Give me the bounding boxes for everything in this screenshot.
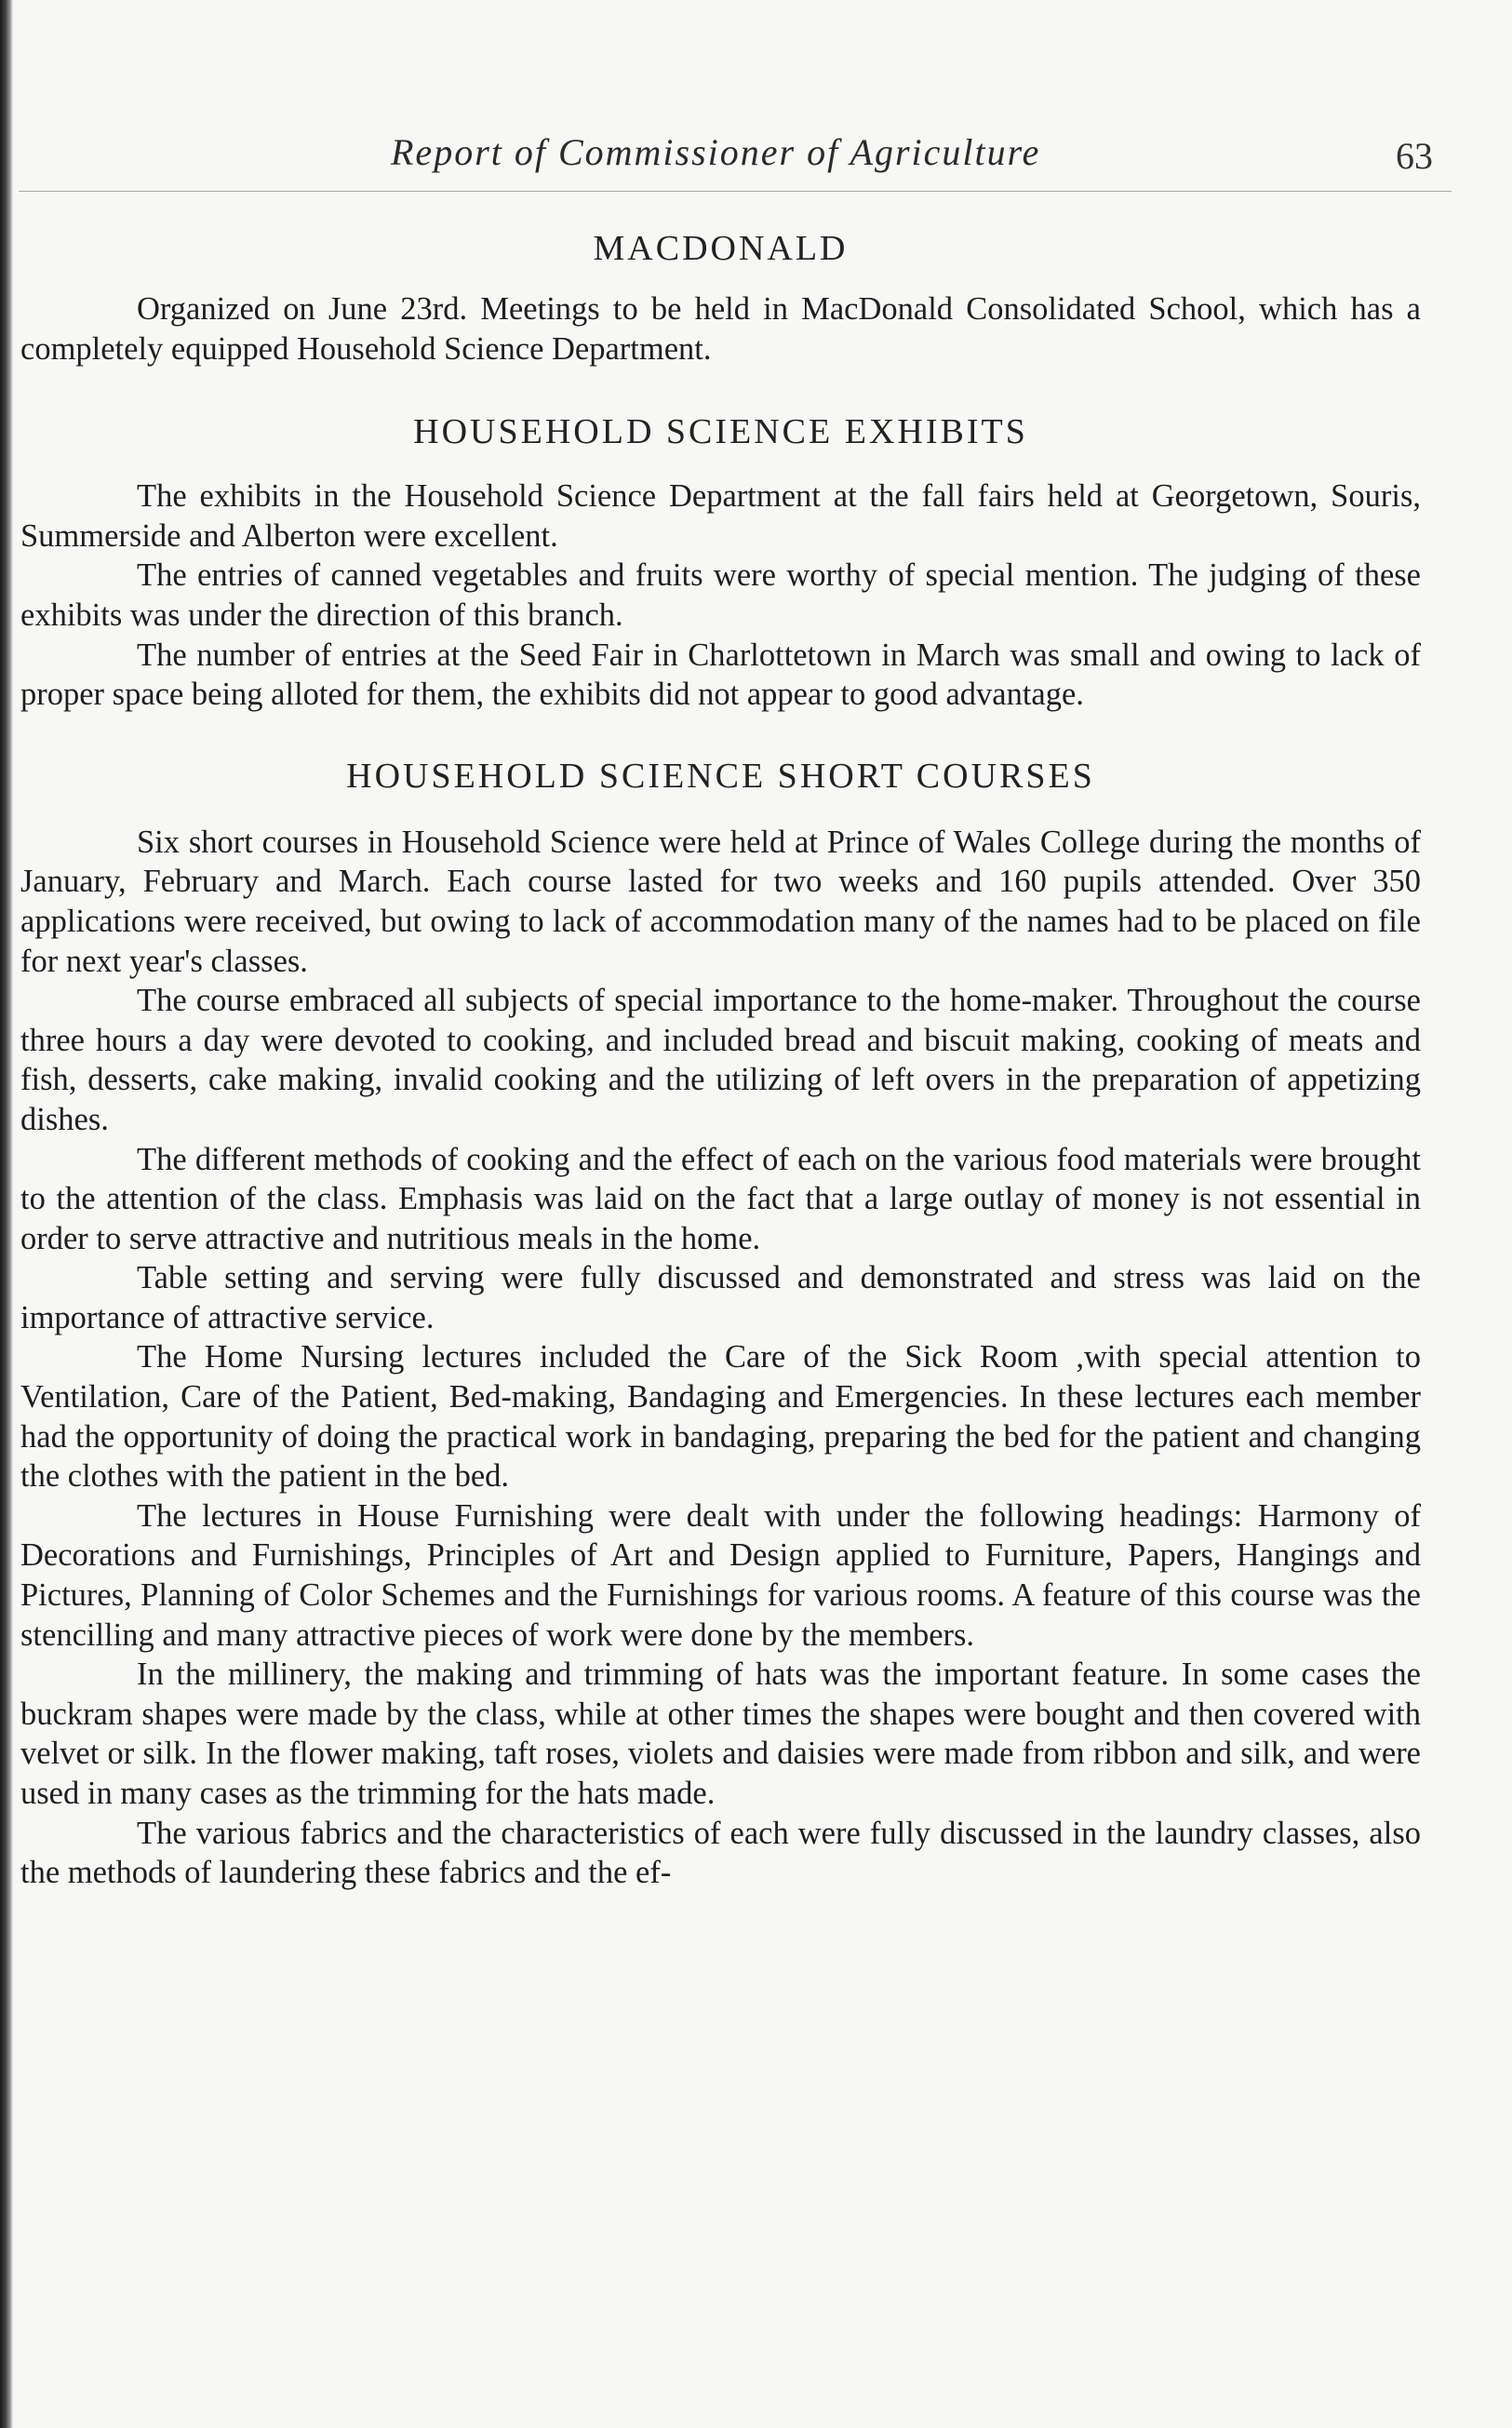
paragraph: The exhibits in the Household Science Department at the fall fairs held at Georgetown, Souris, Summerside and Alberton were excellent. [20, 478, 1421, 554]
paragraph: Organized on June 23rd. Meetings to be held in MacDonald Consolidated School, which has a completely equipped Household Science Department. [20, 291, 1421, 367]
page-binding-edge [0, 0, 13, 2428]
section-heading-macdonald: MACDONALD [593, 229, 849, 268]
running-title: Report of Commissioner of Agriculture [391, 131, 1041, 173]
paragraph: Six short courses in Household Science were held at Prince of Wales College during the months of January, February and March. Each course lasted for two weeks and 160 pupils attended. Over 350 applications were received, but owing to lack of accommodation many of the names had to be placed on file for next year's classes. [20, 824, 1421, 979]
paragraph: The number of entries at the Seed Fair in Charlottetown in March was small and owing to lack of proper space being alloted for them, the exhibits did not appear to good advantage. [20, 637, 1421, 713]
header-rule [19, 191, 1452, 192]
paragraph: The entries of canned vegetables and fruits were worthy of special mention. The judging of these exhibits was under the direction of this branch. [20, 557, 1421, 633]
paragraph: The different methods of cooking and the effect of each on the various food materials were brought to the attention of the class. Emphasis was laid on the fact that a large outlay of money is not essential in order to serve attractive and nutritious meals in the home. [20, 1141, 1421, 1256]
page-body [20, 228, 1421, 1893]
page-number: 63 [1396, 135, 1433, 177]
paragraph: The various fabrics and the characteristics of each were fully discussed in the laundry classes, also the methods of laundering these fabrics and the ef- [20, 1815, 1421, 1891]
page-header [0, 130, 1512, 195]
paragraph: The course embraced all subjects of special importance to the home-maker. Throughout the course three hours a day were devoted to cooking, and included bread and biscuit making, cooking of meats and fish, desserts, cake making, invalid cooking and the utilizing of left overs in the preparation of appetizing dishes. [20, 983, 1421, 1137]
section-heading-short-courses: HOUSEHOLD SCIENCE SHORT COURSES [346, 756, 1095, 796]
section-heading-exhibits: HOUSEHOLD SCIENCE EXHIBITS [413, 412, 1028, 452]
paragraph: The Home Nursing lectures included the Care of the Sick Room ,with special attention to Ventilation, Care of the Patient, Bed-making, Bandaging and Emergencies. In these lectures each member had the opportunity of doing the practical work in bandaging, preparing the bed for the patient and changing the clothes with the patient in the bed. [20, 1339, 1421, 1495]
paragraph: Table setting and serving were fully discussed and demonstrated and stress was laid on the importance of attractive service. [20, 1260, 1421, 1335]
paragraph: In the millinery, the making and trimming of hats was the important feature. In some cases the buckram shapes were made by the class, while at other times the shapes were bought and then covered with velvet or silk. In the flower making, taft roses, violets and daisies were made from ribbon and silk, and were used in many cases as the trimming for the hats made. [20, 1657, 1421, 1811]
paragraph: The lectures in House Furnishing were dealt with under the following headings: Harmony of Decorations and Furnishings, Principles of Art and Design applied to Furniture, Papers, Hangings and Pictures, Planning of Color Schemes and the Furnishings for various rooms. A feature of this course was the stencilling and many attractive pieces of work were done by the members. [20, 1497, 1421, 1653]
